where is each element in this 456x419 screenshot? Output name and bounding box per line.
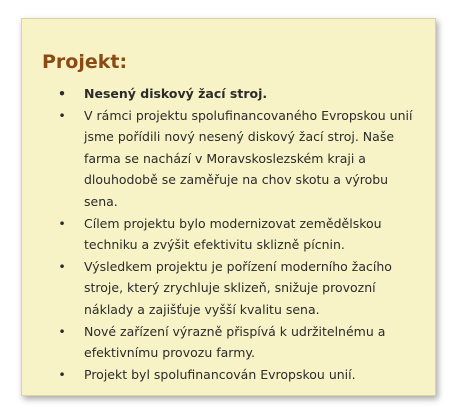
list-item-text: Výsledkem projektu je pořízení moderního žacího stroje, který zrychluje sklizeň, snižuje provozní náklady a zajišťuje vyšší kvalitu sena. (84, 258, 392, 317)
list-item (52, 213, 422, 256)
project-bullet-list (52, 83, 422, 385)
section-title: Projekt: (42, 51, 128, 73)
list-item (52, 364, 422, 386)
bullet-icon: • (58, 107, 66, 123)
list-item (52, 256, 422, 321)
list-item-text: Projekt byl spolufinancován Evropskou unií. (84, 366, 356, 382)
bullet-icon: • (58, 215, 66, 231)
list-item (52, 321, 422, 364)
list-item (52, 105, 422, 213)
list-item-text: V rámci projektu spolufinancovaného Evropskou unií jsme pořídili nový nesený diskový žací stroj. Naše farma se nachází v Moravskoslezském kraji a dlouhodobě se zaměřuje na chov skotu a výrobu sena. (84, 107, 413, 209)
bullet-icon: • (58, 86, 66, 101)
list-item-text: Cílem projektu bylo modernizovat zemědělskou techniku a zvýšit efektivitu sklizně pícnin. (84, 215, 382, 253)
project-panel (21, 18, 436, 396)
bullet-icon: • (58, 258, 66, 274)
list-item (52, 83, 422, 105)
list-item-text: Nové zařízení výrazně přispívá k udržitelnému a efektivnímu provozu farmy. (84, 323, 386, 361)
bullet-icon: • (58, 366, 66, 382)
list-item-text: Nesený diskový žací stroj. (84, 86, 268, 101)
bullet-icon: • (58, 323, 66, 339)
